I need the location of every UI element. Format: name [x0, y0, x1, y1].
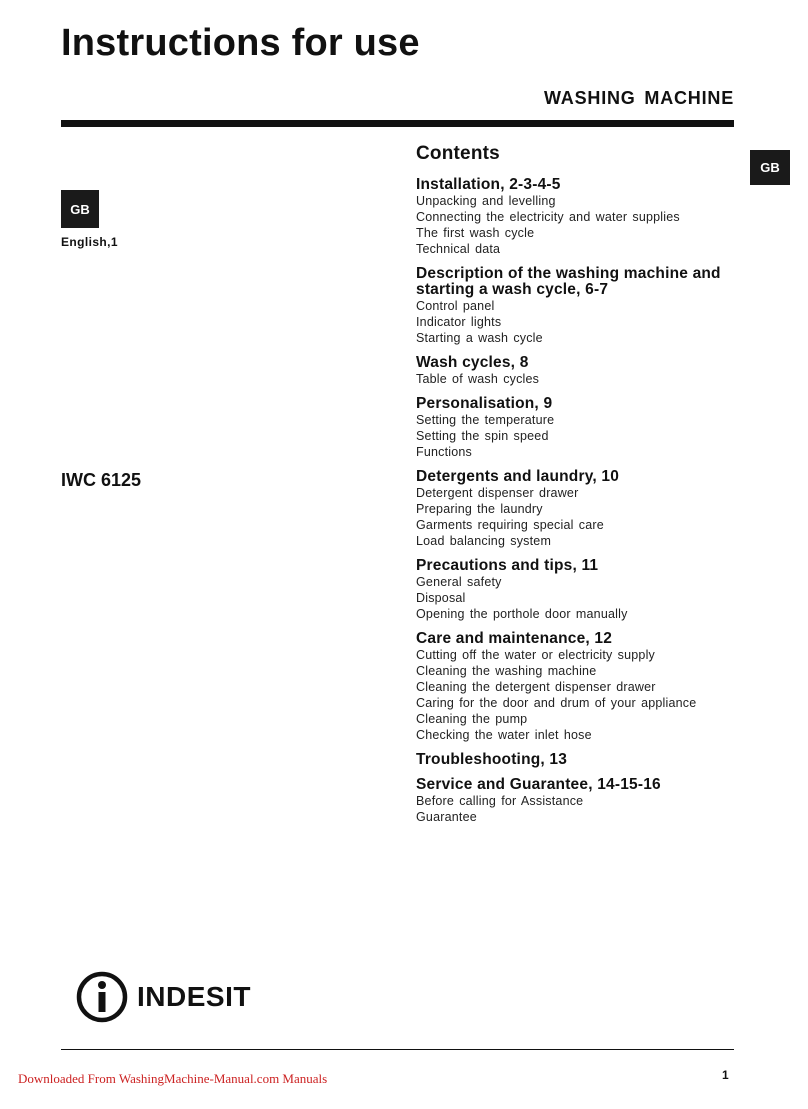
section-item: Control panel [416, 299, 495, 313]
section-item: The first wash cycle [416, 226, 535, 240]
section-item: Disposal [416, 591, 466, 605]
section-item: Preparing the laundry [416, 502, 543, 516]
section-title: Precautions and tips, 11 [416, 557, 599, 574]
language-label: English,1 [61, 235, 118, 249]
contents-section [416, 266, 746, 346]
contents-section [416, 777, 746, 825]
section-item: Connecting the electricity and water supplies [416, 210, 680, 224]
section-title: Troubleshooting, 13 [416, 751, 568, 768]
contents-section [416, 752, 746, 768]
contents-section [416, 177, 746, 257]
language-side-tab: GB [750, 150, 790, 185]
section-item: Cleaning the washing machine [416, 664, 597, 678]
header-rule [61, 120, 734, 127]
table-of-contents [416, 143, 746, 834]
contents-heading: Contents [416, 143, 500, 164]
section-item: Caring for the door and drum of your appliance [416, 696, 697, 710]
section-item: Unpacking and levelling [416, 194, 556, 208]
section-item: Before calling for Assistance [416, 794, 584, 808]
section-item: Opening the porthole door manually [416, 607, 628, 621]
section-item: Starting a wash cycle [416, 331, 543, 345]
section-title: Description of the washing machine and starting a wash cycle, 6-7 [416, 265, 721, 298]
section-item: Cleaning the pump [416, 712, 528, 726]
section-item: Checking the water inlet hose [416, 728, 592, 742]
indesit-logo-icon [75, 970, 129, 1024]
section-title: Installation, 2-3-4-5 [416, 176, 561, 193]
contents-section [416, 396, 746, 460]
section-title: Personalisation, 9 [416, 395, 553, 412]
language-badge: GB [61, 190, 99, 228]
section-title: Care and maintenance, 12 [416, 630, 613, 647]
contents-sections [416, 177, 746, 825]
section-item: Cutting off the water or electricity supply [416, 648, 655, 662]
contents-section [416, 469, 746, 549]
download-source-link[interactable]: Downloaded From WashingMachine-Manual.com Manuals [18, 1071, 328, 1086]
section-item: Guarantee [416, 810, 477, 824]
page-title: Instructions for use [61, 22, 420, 64]
section-title: Detergents and laundry, 10 [416, 468, 620, 485]
section-title: Service and Guarantee, 14-15-16 [416, 776, 661, 793]
section-item: Technical data [416, 242, 501, 256]
section-item: Functions [416, 445, 472, 459]
section-item: Indicator lights [416, 315, 502, 329]
contents-section [416, 558, 746, 622]
section-item: Setting the spin speed [416, 429, 549, 443]
model-number: IWC 6125 [61, 470, 142, 490]
section-item: Garments requiring special care [416, 518, 604, 532]
section-item: Detergent dispenser drawer [416, 486, 579, 500]
footer-rule [61, 1049, 734, 1050]
contents-section [416, 631, 746, 743]
brand-logo [75, 970, 251, 1024]
document-subtitle: WASHING MACHINE [544, 88, 734, 108]
brand-name: INDESIT [137, 981, 251, 1012]
section-item: General safety [416, 575, 502, 589]
section-title: Wash cycles, 8 [416, 354, 529, 371]
section-item: Setting the temperature [416, 413, 555, 427]
section-item: Load balancing system [416, 534, 552, 548]
page-number: 1 [722, 1068, 729, 1082]
section-item: Cleaning the detergent dispenser drawer [416, 680, 656, 694]
contents-section [416, 355, 746, 387]
section-item: Table of wash cycles [416, 372, 540, 386]
